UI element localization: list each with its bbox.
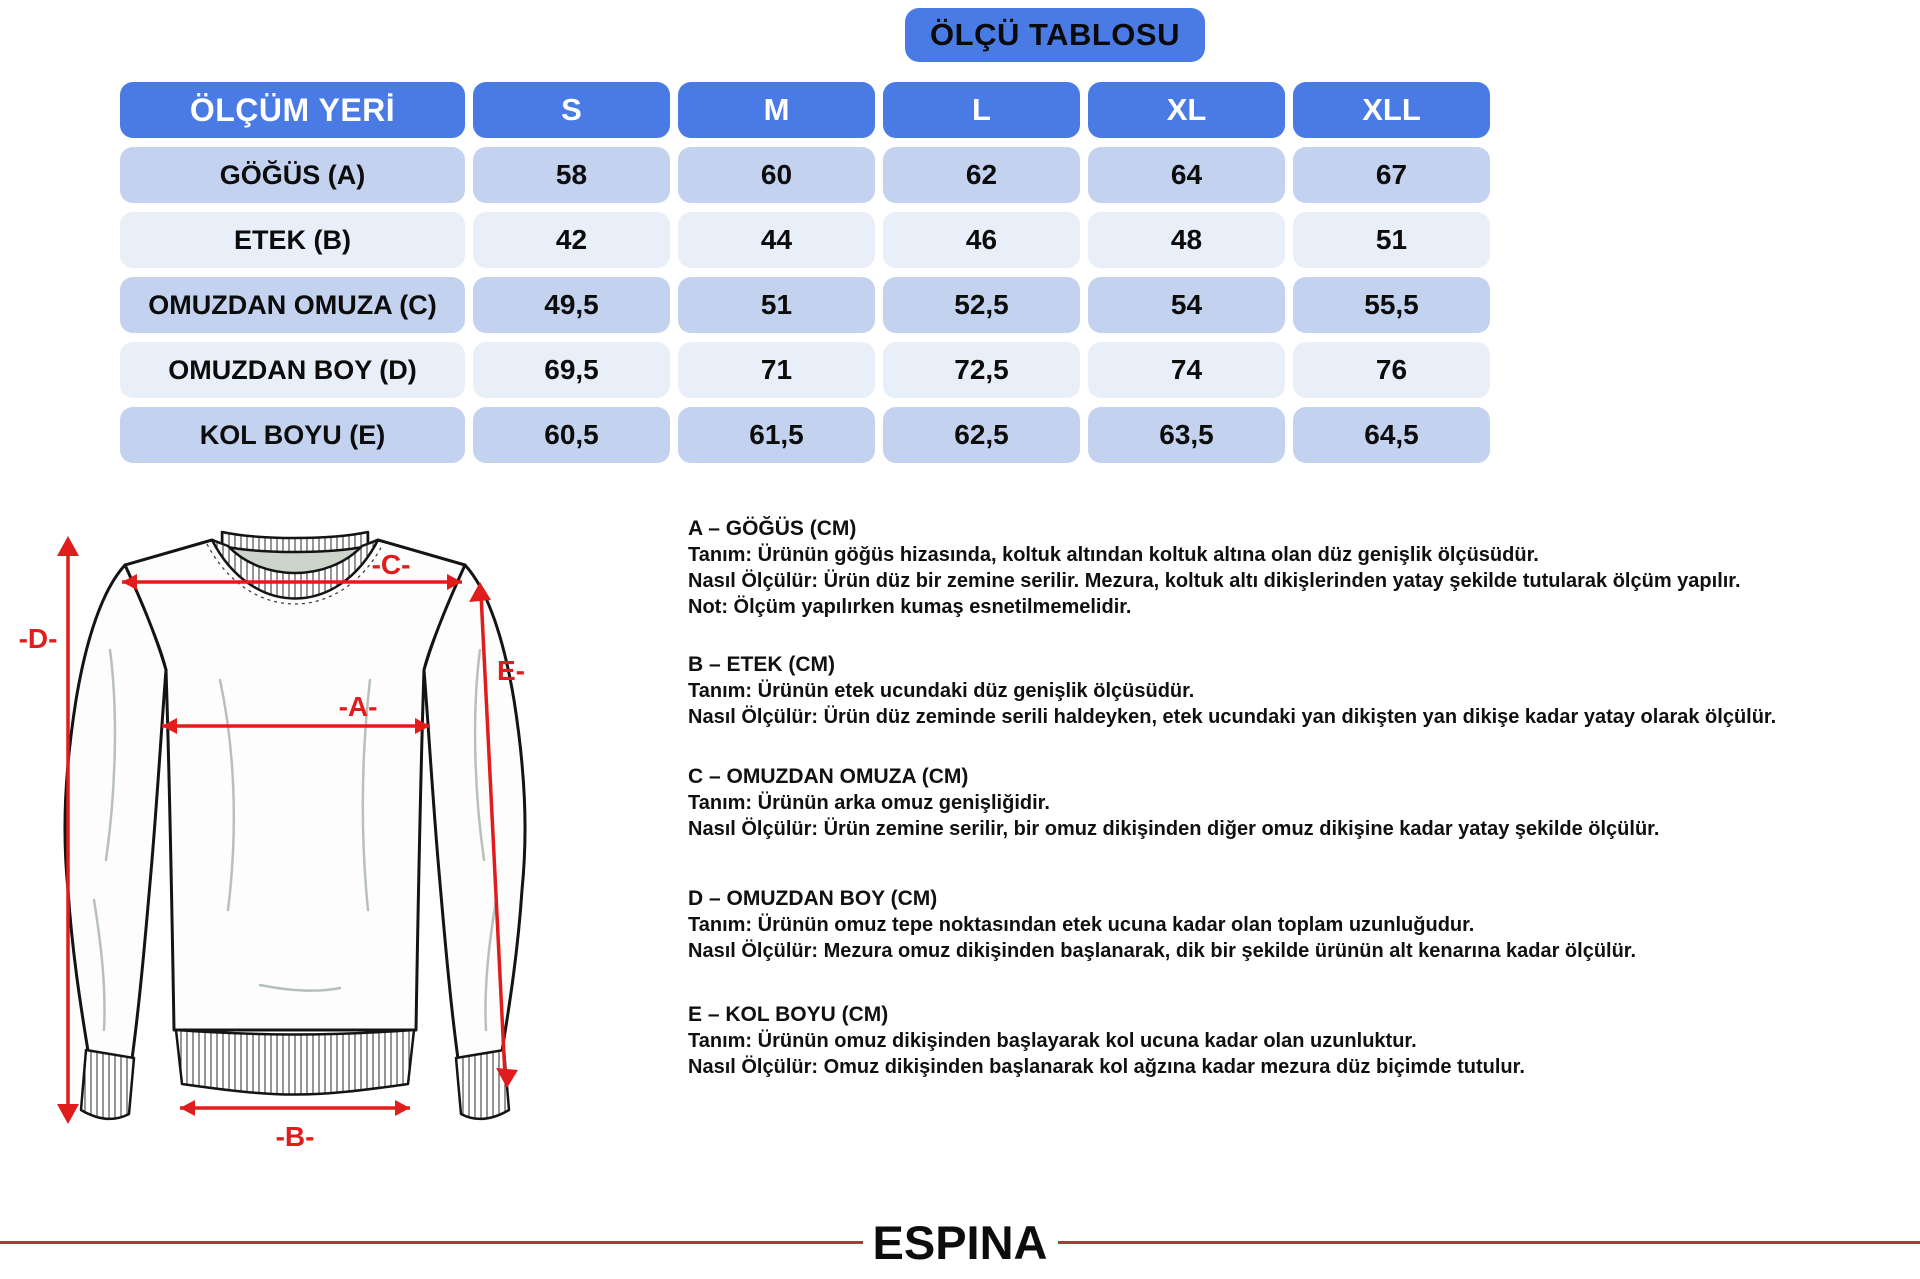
table-header-size-m: M (678, 82, 875, 138)
size-value: 60,5 (473, 407, 670, 463)
table-header-size-xl: XL (1088, 82, 1285, 138)
row-label-kol-boyu: KOL BOYU (E) (120, 407, 465, 463)
size-table (120, 82, 1490, 463)
size-value: 49,5 (473, 277, 670, 333)
sleeve-right (424, 565, 525, 1059)
description-line: Tanım: Ürünün göğüs hizasında, koltuk altından koltuk altına olan düz genişlik ölçüsüdür. (688, 544, 1539, 566)
size-value: 58 (473, 147, 670, 203)
description-heading: B – ETEK (CM) (688, 653, 835, 676)
description-etek (688, 652, 1918, 730)
size-value: 52,5 (883, 277, 1080, 333)
size-value: 54 (1088, 277, 1285, 333)
label-d: -D- (18, 623, 58, 654)
row-label-omuzdan-boy: OMUZDAN BOY (D) (120, 342, 465, 398)
table-header-size-xll: XLL (1293, 82, 1490, 138)
hem-band (176, 1030, 414, 1095)
label-c: -C- (371, 549, 411, 580)
brand-logo: ESPINA (872, 1215, 1048, 1269)
footer (0, 1212, 1920, 1272)
page-title: ÖLÇÜ TABLOSU (905, 8, 1205, 62)
size-value: 44 (678, 212, 875, 268)
cuff-right (456, 1050, 509, 1119)
description-heading: D – OMUZDAN BOY (CM) (688, 887, 938, 910)
size-diagram (10, 530, 610, 1170)
row-label-gogus: GÖĞÜS (A) (120, 147, 465, 203)
collar-top-band (222, 532, 368, 552)
description-omuzdan-boy (688, 886, 1918, 964)
size-value: 72,5 (883, 342, 1080, 398)
size-value: 62 (883, 147, 1080, 203)
size-value: 67 (1293, 147, 1490, 203)
sleeve-left (65, 565, 166, 1059)
size-value: 46 (883, 212, 1080, 268)
row-label-etek: ETEK (B) (120, 212, 465, 268)
size-value: 51 (678, 277, 875, 333)
description-line: Nasıl Ölçülür: Ürün düz bir zemine serilir. Mezura, koltuk altı dikişlerinden yatay şekilde tutularak ölçüm yapılır. (688, 570, 1741, 592)
description-omuzdan-omuza (688, 764, 1918, 842)
cuff-left (81, 1050, 134, 1119)
size-value: 69,5 (473, 342, 670, 398)
description-heading: A – GÖĞÜS (CM) (688, 517, 857, 540)
size-value: 64 (1088, 147, 1285, 203)
description-kol-boyu (688, 1002, 1918, 1080)
description-heading: E – KOL BOYU (CM) (688, 1003, 889, 1026)
size-value: 74 (1088, 342, 1285, 398)
description-line: Tanım: Ürünün arka omuz genişliğidir. (688, 792, 1050, 814)
description-line: Not: Ölçüm yapılırken kumaş esnetilmemelidir. (688, 596, 1132, 618)
footer-rule-left (0, 1241, 863, 1244)
row-label-omuzdan-omuza: OMUZDAN OMUZA (C) (120, 277, 465, 333)
table-header-measure: ÖLÇÜM YERİ (120, 82, 465, 138)
description-line: Tanım: Ürünün omuz dikişinden başlayarak kol ucuna kadar olan uzunluktur. (688, 1030, 1417, 1052)
description-heading: C – OMUZDAN OMUZA (CM) (688, 765, 969, 788)
size-value: 62,5 (883, 407, 1080, 463)
description-gogus (688, 516, 1918, 620)
sweatshirt-body (125, 540, 465, 1030)
footer-rule-right (1058, 1241, 1920, 1244)
table-header-size-s: S (473, 82, 670, 138)
size-value: 42 (473, 212, 670, 268)
size-value: 63,5 (1088, 407, 1285, 463)
size-value: 51 (1293, 212, 1490, 268)
description-line: Tanım: Ürünün omuz tepe noktasından etek ucuna kadar olan toplam uzunluğudur. (688, 914, 1475, 936)
size-value: 71 (678, 342, 875, 398)
dimension-arrow-b (180, 1100, 410, 1152)
table-header-size-l: L (883, 82, 1080, 138)
description-line: Nasıl Ölçülür: Ürün düz zeminde serili haldeyken, etek ucundaki yan dikişten yan dikişe kadar yatay olarak ölçülür. (688, 706, 1777, 728)
size-value: 76 (1293, 342, 1490, 398)
description-line: Tanım: Ürünün etek ucundaki düz genişlik ölçüsüdür. (688, 680, 1195, 702)
size-value: 48 (1088, 212, 1285, 268)
size-value: 55,5 (1293, 277, 1490, 333)
description-line: Nasıl Ölçülür: Omuz dikişinden başlanarak kol ağzına kadar mezura düz biçimde tutulur. (688, 1056, 1525, 1078)
size-value: 64,5 (1293, 407, 1490, 463)
label-b: -B- (275, 1121, 315, 1152)
description-line: Nasıl Ölçülür: Ürün zemine serilir, bir omuz dikişinden diğer omuz dikişine kadar yatay şekilde ölçülür. (688, 818, 1660, 840)
size-value: 61,5 (678, 407, 875, 463)
size-value: 60 (678, 147, 875, 203)
label-a: -A- (338, 691, 378, 722)
label-e: E- (497, 655, 525, 686)
description-line: Nasıl Ölçülür: Mezura omuz dikişinden başlanarak, dik bir şekilde ürünün alt kenarına kadar ölçülür. (688, 940, 1637, 962)
